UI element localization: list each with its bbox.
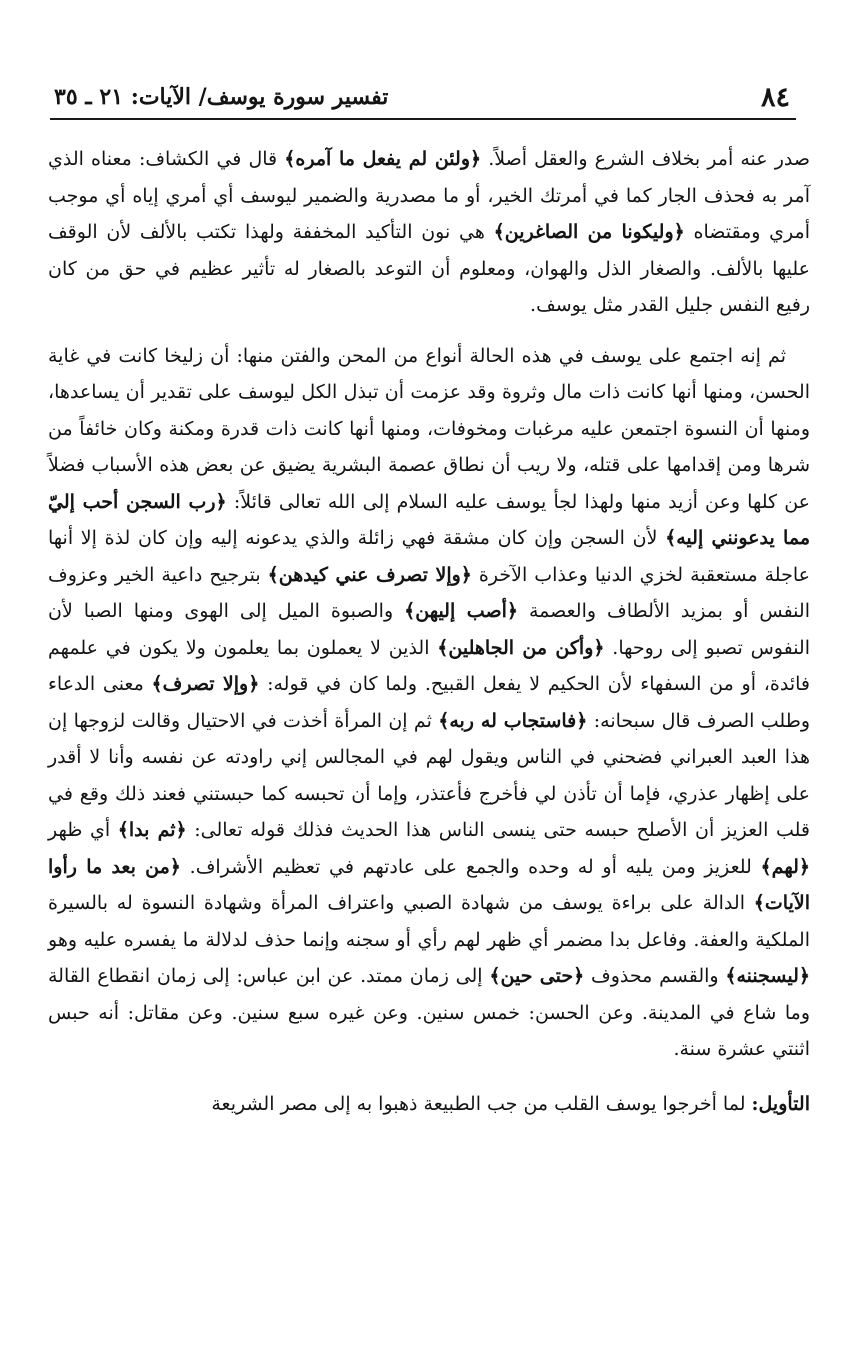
text-run: والقسم محذوف [584,965,726,987]
body-text [48,141,810,1122]
verse-quote: ﴿ليسجننه﴾ [725,965,811,987]
running-title: تفسير سورة يوسف/ الآيات: ٢١ ـ ٣٥ [54,84,389,110]
paragraph-tawil [48,1086,810,1123]
text-run: أي ظهر [48,819,118,841]
text-run: هي نون التأكيد المخففة ولهذا تكتب بالألف لأن الوقف عليها بالألف. والصغار الذل والهوان، ومعلوم أن التوعد بالصغار له تأثير عظيم في حق من كان رفيع النفس جليل القدر مثل يوسف. [48,221,810,316]
paragraph-1 [48,141,810,324]
verse-quote: ﴿ثم بدا﴾ [117,819,187,841]
text-run: معنى الدعاء وطلب الصرف قال سبحانه: [48,673,810,732]
text-run: ثم إن المرأة أخذت في الاحتيال وقالت لزوجها إن هذا العبد العبراني فضحني في الناس ويقول لهم في المجالس إني راودته عن نفسه وأنا لا أقدر على إظهار عذري، فإما أن تأذن لي فأخرج فأعتذر، وإما أن تحبسه كما حبستني فعند ذلك وقع في قلب العزيز أن الأصلح حبسه حتى ينسى الناس هذا الحديث فذلك قوله تعالى: [48,709,811,841]
verse-quote: ﴿حتى حين﴾ [489,965,585,987]
verse-quote: ﴿ولئن لم يفعل ما آمره﴾ [284,148,482,170]
section-label: التأويل: [751,1092,810,1115]
text-run: لما أخرجوا يوسف القلب من جب الطبيعة ذهبوا به إلى مصر الشريعة [211,1092,752,1115]
verse-quote: ﴿أصب إليهن﴾ [404,600,518,622]
verse-quote: ﴿من بعد ما رأوا الآيات﴾ [48,855,810,914]
verse-quote: ﴿فاستجاب له ربه﴾ [438,709,588,732]
paragraph-2 [48,338,810,1068]
text-run: الدالة على براءة يوسف من شهادة الصبي واعتراف المرأة وشهادة النسوة له بالسيرة الملكية والعفة. وفاعل بدا مضمر أي ظهر لهم رأي أو سجنه وإنما حذف لدلالة ما يفسره عليه وهو [48,892,810,951]
text-run: للعزيز ومن يليه أو له وحده والجمع على عادتهم في تعظيم الأشراف. [180,855,761,878]
verse-quote: ﴿لهم﴾ [760,855,811,878]
text-run: لأن السجن وإن كان مشقة فهي زائلة والذي يدعونه إليه وإن كان لذة إلا أنها عاجلة مستعقبة لخزي الدنيا وعذاب الآخرة [48,527,810,586]
verse-quote: ﴿وليكونا من الصاغرين﴾ [493,221,685,243]
page-header [50,78,796,120]
text-run: والصبوة الميل إلى الهوى ومنها الصبا لأن النفوس تصبو إلى روحها. [48,600,810,659]
verse-quote: ﴿وإلا تصرف﴾ [151,673,260,695]
text-run: بترجيح داعية الخير وعزوف النفس أو بمزيد الألطاف والعصمة [48,563,810,622]
text-run: صدر عنه أمر بخلاف الشرع والعقل أصلاً. [481,148,810,170]
text-run: ثم إنه اجتمع على يوسف في هذه الحالة أنواع من المحن والفتن منها: أن زليخا كانت في غاية الحسن، ومنها أنها كانت ذات مال وثروة وقد عزمت أن تبذل الكل ليوسف على تقدير أن يساعدها، ومنها أن النسوة اجتمعن عليه مرغبات ومخوفات، ومنها أنها كانت ذات قدرة ومكنة وكان خائفاً من شرها ومن إقدامها على قتله، ولا ريب أن نطاق عصمة البشرية يضيق عن بعض هذه الأسباب فضلاً عن كلها وعن أزيد منها ولهذا لجأ يوسف عليه السلام إلى الله تعالى قائلاً: [48,344,810,513]
page-number: ٨٤ [760,82,790,113]
text-run: قال في الكشاف: معناه الذي آمر به فحذف الجار كما في أمرتك الخير، أو ما مصدرية والضمير ليوسف أي أمري إياه أي موجب أمري ومقتضاه [48,148,810,243]
verse-quote: ﴿رب السجن أحب إليّ مما يدعونني إليه﴾ [48,490,810,549]
text-run: الذين لا يعملون بما يعلمون ولا يكون في علمهم فائدة، أو من السفهاء لأن الحكيم لا يفعل القبيح. ولما كان في قوله: [48,636,810,695]
verse-quote: ﴿وإلا تصرف عني كيدهن﴾ [267,563,472,586]
verse-quote: ﴿وأكن من الجاهلين﴾ [437,636,605,659]
text-run: إلى زمان ممتد. عن ابن عباس: إلى زمان انقطاع القالة وما شاع في المدينة. وعن الحسن: خمس سنين. وعن غيره سبع سنين. وعن مقاتل: أنه حبس اثنتي عشرة سنة. [48,965,810,1060]
